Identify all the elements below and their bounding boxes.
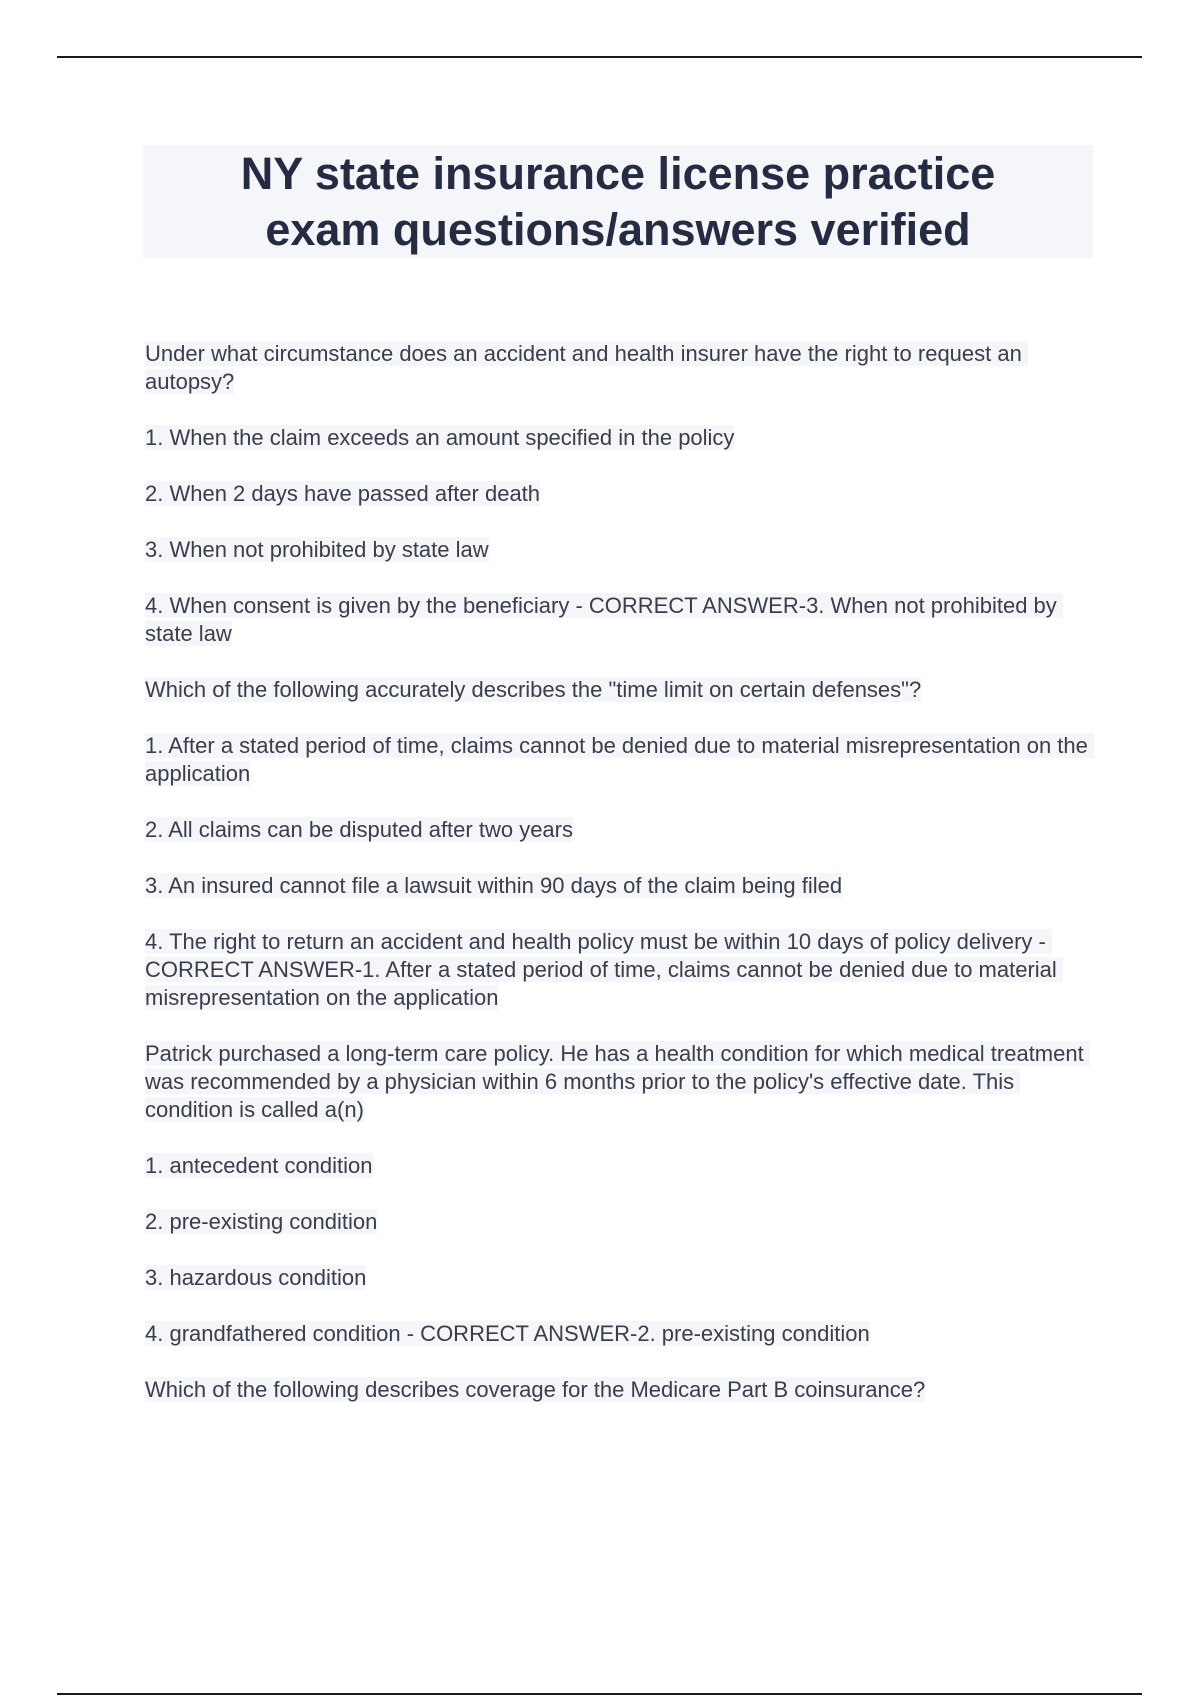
question-text: Under what circumstance does an accident and health insurer have the right to request an autopsy? [145,341,1028,394]
option-item: 2. All claims can be disputed after two years [145,817,573,842]
option-item: 1. When the claim exceeds an amount specified in the policy [145,425,735,450]
option-item-with-answer: 4. When consent is given by the beneficiary - CORRECT ANSWER-3. When not prohibited by state law [145,593,1063,646]
option-item-with-answer: 4. grandfathered condition - CORRECT ANSWER-2. pre-existing condition [145,1321,870,1346]
question-block-3 [145,1040,1095,1348]
question-text: Which of the following describes coverage for the Medicare Part B coinsurance? [145,1377,926,1402]
option-item-with-answer: 4. The right to return an accident and health policy must be within 10 days of policy delivery - CORRECT ANSWER-1. After a stated period of time, claims cannot be denied due to material misrepresentation on the application [145,929,1063,1010]
option-item: 3. When not prohibited by state law [145,537,489,562]
option-item: 3. hazardous condition [145,1265,367,1290]
question-text: Which of the following accurately describes the "time limit on certain defenses"? [145,677,922,702]
document-title [241,146,996,258]
option-item: 2. pre-existing condition [145,1209,378,1234]
top-rule [57,56,1142,58]
title-line-2: exam questions/answers verified [265,203,971,255]
question-text: Patrick purchased a long-term care policy. He has a health condition for which medical treatment was recommended by a physician within 6 months prior to the policy's effective date. This condition is called a(n) [145,1041,1090,1122]
option-item: 1. antecedent condition [145,1153,373,1178]
option-item: 1. After a stated period of time, claims cannot be denied due to material misrepresentation on the application [145,733,1094,786]
question-block-2 [145,676,1095,1012]
question-block-4 [145,1376,1095,1404]
title-banner [143,145,1093,258]
bottom-rule [57,1693,1142,1695]
qa-content [145,340,1095,1432]
option-item: 3. An insured cannot file a lawsuit within 90 days of the claim being filed [145,873,843,898]
question-block-1 [145,340,1095,648]
title-line-1: NY state insurance license practice [240,147,996,199]
option-item: 2. When 2 days have passed after death [145,481,541,506]
